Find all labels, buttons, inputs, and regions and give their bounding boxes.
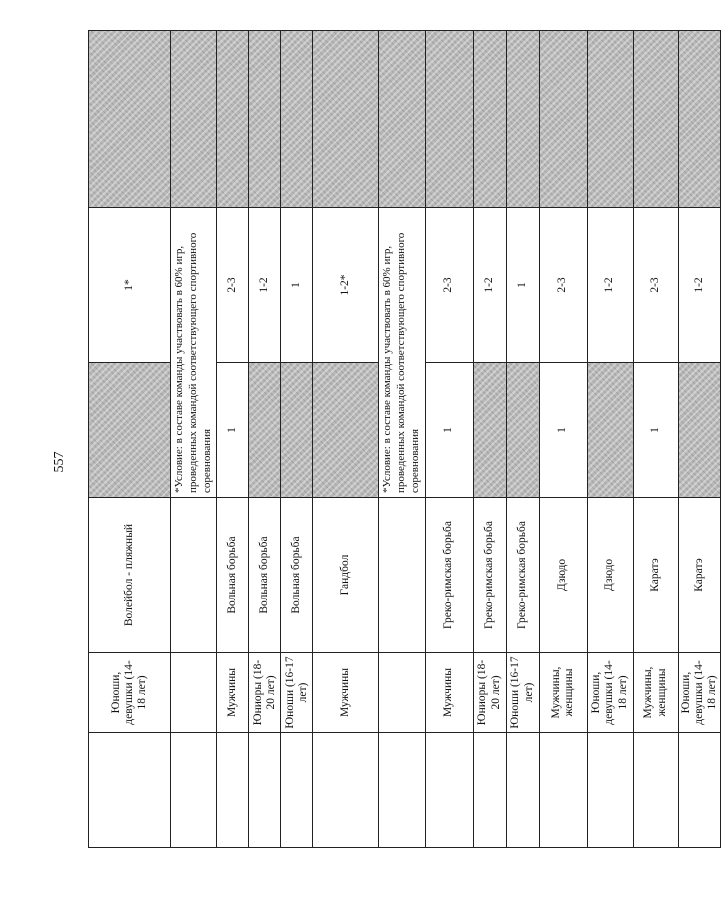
rank-cell-1 [473, 363, 506, 498]
rank-cell-1 [313, 363, 379, 498]
rank-cell-3 [633, 31, 678, 208]
rank-cell-3 [587, 31, 633, 208]
sport-cell: Вольная борьба [217, 498, 249, 653]
empty-cell [678, 733, 721, 848]
rank-cell-1: 1 [539, 363, 587, 498]
empty-cell [171, 653, 217, 733]
empty-cell [633, 733, 678, 848]
rank-cell-2: 1-2 [473, 208, 506, 363]
rotated-table-wrapper [88, 31, 718, 848]
age-group-cell: Юноши, девушки (14-18 лет) [89, 653, 171, 733]
rank-cell-3 [249, 31, 281, 208]
rank-cell-2: 2-3 [217, 208, 249, 363]
table-row [171, 31, 217, 848]
rank-cell-3 [217, 31, 249, 208]
sport-cell: Дзюдо [587, 498, 633, 653]
age-group-cell: Юноши (16-17 лет) [281, 653, 313, 733]
sport-cell: Вольная борьба [249, 498, 281, 653]
rank-cell-1: 1 [425, 363, 473, 498]
table-row [379, 31, 425, 848]
table-row [217, 31, 249, 848]
sport-cell: Греко-римская борьба [473, 498, 506, 653]
empty-cell [171, 498, 217, 653]
rank-cell-2: 2-3 [633, 208, 678, 363]
age-group-cell: Мужчины, женщины [539, 653, 587, 733]
rank-cell-2: 2-3 [539, 208, 587, 363]
empty-cell [281, 733, 313, 848]
sport-cell: Греко-римская борьба [506, 498, 539, 653]
rank-cell-2: 1-2 [587, 208, 633, 363]
rank-cell-1 [678, 363, 721, 498]
empty-cell [249, 733, 281, 848]
age-group-cell: Юноши, девушки (14-18 лет) [678, 653, 721, 733]
sport-cell: Гандбол [313, 498, 379, 653]
empty-cell [217, 733, 249, 848]
rank-cell-1: 1 [217, 363, 249, 498]
sport-cell: Дзюдо [539, 498, 587, 653]
table-row [587, 31, 633, 848]
rank-cell-3 [678, 31, 721, 208]
rank-cell-3 [89, 31, 171, 208]
rank-cell-1 [249, 363, 281, 498]
age-group-cell: Мужчины [217, 653, 249, 733]
empty-cell [425, 733, 473, 848]
empty-cell [539, 733, 587, 848]
rank-cell-3 [379, 31, 425, 208]
table-row [249, 31, 281, 848]
sport-cell: Каратэ [678, 498, 721, 653]
rank-cell-3 [313, 31, 379, 208]
sport-cell: Каратэ [633, 498, 678, 653]
rank-cell-3 [506, 31, 539, 208]
rank-cell-3 [171, 31, 217, 208]
rank-cell-1 [281, 363, 313, 498]
rank-cell-2: 1* [89, 208, 171, 363]
empty-cell [473, 733, 506, 848]
sport-cell: Греко-римская борьба [425, 498, 473, 653]
rank-cell-1 [506, 363, 539, 498]
table-row [473, 31, 506, 848]
rank-cell-2: 1-2 [678, 208, 721, 363]
table-row [506, 31, 539, 848]
rank-cell-1 [587, 363, 633, 498]
empty-cell [171, 733, 217, 848]
rank-cell-3 [281, 31, 313, 208]
rank-cell-3 [425, 31, 473, 208]
condition-note: *Условие: в составе команды участвовать в 60% игр, проведенных командой соответствующего спортивного соревнования [379, 208, 425, 498]
empty-cell [379, 733, 425, 848]
age-group-cell: Юноши, девушки (14-18 лет) [587, 653, 633, 733]
empty-cell [587, 733, 633, 848]
condition-note: *Условие: в составе команды участвовать в 60% игр, проведенных командой соответствующего спортивного соревнования [171, 208, 217, 498]
sport-cell: Вольная борьба [281, 498, 313, 653]
age-group-cell: Мужчины [425, 653, 473, 733]
table-row [281, 31, 313, 848]
rank-cell-2: 2-3 [425, 208, 473, 363]
age-group-cell: Юниоры (18-20 лет) [473, 653, 506, 733]
rank-cell-2: 1-2 [249, 208, 281, 363]
table-row [313, 31, 379, 848]
empty-cell [379, 498, 425, 653]
table-row [89, 31, 171, 848]
rank-cell-3 [539, 31, 587, 208]
empty-cell [379, 653, 425, 733]
empty-cell [313, 733, 379, 848]
rank-cell-1: 1 [633, 363, 678, 498]
table-row [678, 31, 721, 848]
empty-cell [89, 733, 171, 848]
age-group-cell: Мужчины, женщины [633, 653, 678, 733]
table-row [539, 31, 587, 848]
sports-ranking-table [88, 30, 721, 848]
table-row [425, 31, 473, 848]
page-number: 557 [52, 451, 67, 473]
table-row [633, 31, 678, 848]
sport-cell: Волейбол - пляжный [89, 498, 171, 653]
rank-cell-2: 1-2* [313, 208, 379, 363]
empty-cell [506, 733, 539, 848]
rank-cell-3 [473, 31, 506, 208]
rank-cell-2: 1 [281, 208, 313, 363]
age-group-cell: Юноши (16-17 лет) [506, 653, 539, 733]
rank-cell-1 [89, 363, 171, 498]
rank-cell-2: 1 [506, 208, 539, 363]
age-group-cell: Юниоры (18-20 лет) [249, 653, 281, 733]
age-group-cell: Мужчины [313, 653, 379, 733]
